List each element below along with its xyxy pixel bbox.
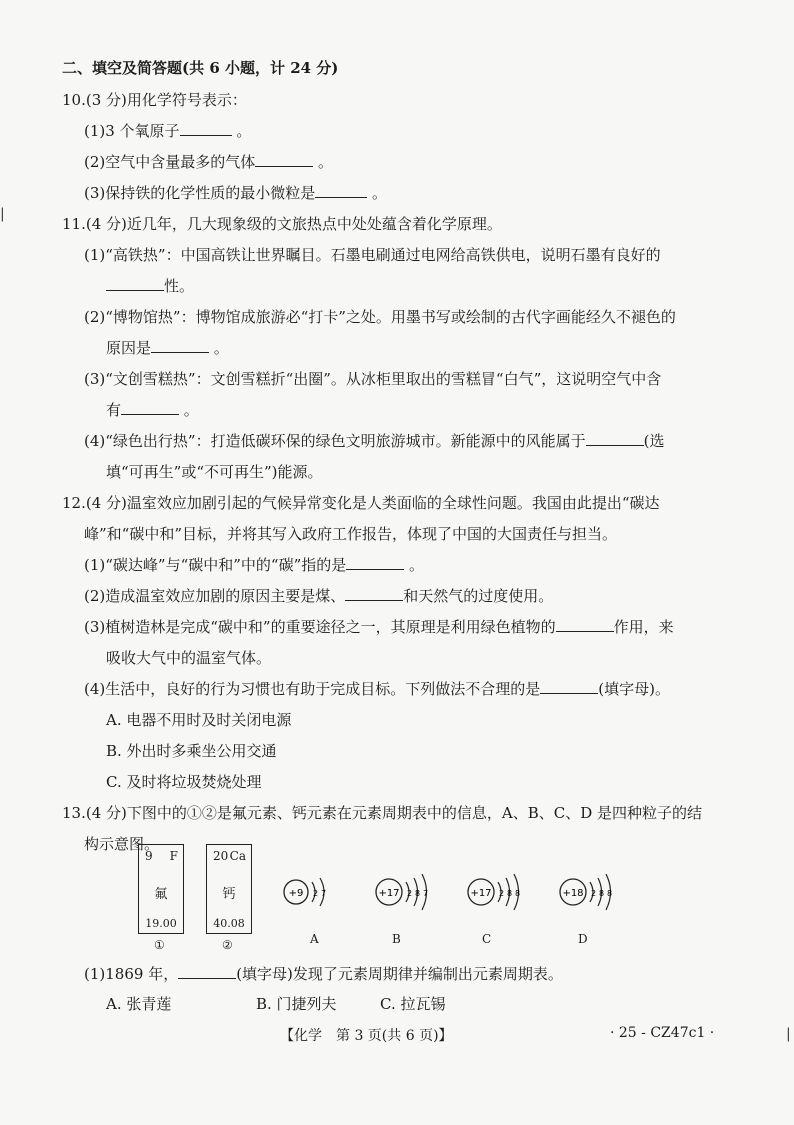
q12-item-1-end: 。 bbox=[404, 556, 425, 574]
particle-label-c: C bbox=[482, 932, 492, 946]
answer-blank[interactable] bbox=[346, 555, 404, 570]
shell-electrons: 2 bbox=[499, 889, 505, 898]
q12-item-2-text: (2)造成温室效应加剧的原因主要是煤、 bbox=[84, 587, 346, 605]
shell-electrons: 2 bbox=[591, 889, 597, 898]
element-name: 氟 bbox=[154, 887, 168, 902]
q11-item-4-end: (选 bbox=[643, 432, 665, 450]
q12-item-1 bbox=[84, 555, 424, 575]
element-label-1: ① bbox=[154, 938, 165, 952]
q10-item-3 bbox=[84, 183, 387, 203]
shell-electrons: 8 bbox=[507, 889, 513, 898]
q12-stem-2: 峰”和“碳中和”目标，并将其写入政府工作报告，体现了中国的大国责任与担当。 bbox=[84, 525, 618, 543]
element-symbol: Ca bbox=[229, 849, 246, 863]
atom-diagram-c bbox=[466, 870, 536, 914]
answer-blank[interactable] bbox=[586, 431, 644, 446]
q12-item-1-text: (1)“碳达峰”与“碳中和”中的“碳”指的是 bbox=[84, 556, 347, 574]
q11-item-4b: 填“可再生”或“不可再生”)能源。 bbox=[106, 463, 323, 481]
answer-blank[interactable] bbox=[178, 964, 236, 979]
q13-option-c[interactable]: C. 拉瓦锡 bbox=[380, 995, 446, 1013]
q10-item-1-text: (1)3 个氧原子 bbox=[84, 122, 180, 140]
shell-electrons: 8 bbox=[607, 889, 613, 898]
q11-item-3b bbox=[106, 400, 199, 420]
nucleus-charge: +18 bbox=[562, 888, 584, 899]
shell-electrons: 7 bbox=[423, 889, 429, 898]
q12-option-c[interactable]: C. 及时将垃圾焚烧处理 bbox=[106, 773, 262, 791]
answer-blank[interactable] bbox=[255, 152, 313, 167]
q11-item-3: (3)“文创雪糕热”：文创雪糕折“出圈”。从冰柜里取出的雪糕冒“白气”，这说明空气中含 bbox=[84, 370, 662, 388]
q11-item-3b-end: 。 bbox=[179, 401, 199, 419]
q12-item-4-end: (填字母)。 bbox=[598, 680, 670, 698]
atom-diagram-b bbox=[374, 870, 444, 914]
q10-item-2-text: (2)空气中含量最多的气体 bbox=[84, 153, 256, 171]
nucleus-charge: +17 bbox=[470, 888, 492, 899]
q12-stem-1: 12.(4 分)温室效应加剧引起的气候异常变化是人类面临的全球性问题。我国由此提出“碳达 bbox=[62, 494, 660, 512]
element-cell-calcium bbox=[206, 844, 252, 934]
atomic-number: 9 bbox=[145, 849, 153, 863]
element-symbol: F bbox=[169, 849, 178, 863]
q12-item-2-end: 和天然气的过度使用。 bbox=[403, 587, 554, 605]
element-name: 钙 bbox=[222, 887, 236, 902]
q11-item-1: (1)“高铁热”：中国高铁让世界瞩目。石墨电刷通过电网给高铁供电，说明石墨有良好的 bbox=[84, 246, 661, 264]
nucleus-charge: +9 bbox=[288, 888, 304, 899]
q10-stem: 10.(3 分)用化学符号表示： bbox=[62, 91, 247, 109]
q11-item-3b-text: 有 bbox=[106, 401, 122, 419]
atomic-mass: 19.00 bbox=[145, 917, 177, 930]
answer-blank[interactable] bbox=[345, 586, 403, 601]
q13-option-b[interactable]: B. 门捷列夫 bbox=[256, 995, 337, 1013]
answer-blank[interactable] bbox=[121, 400, 179, 415]
page-code: · 25 - CZ47c1 · bbox=[610, 1025, 715, 1041]
q12-option-a[interactable]: A. 电器不用时及时关闭电源 bbox=[106, 711, 292, 729]
shell-electrons: 8 bbox=[515, 889, 521, 898]
q12-item-3c: 吸收大气中的温室气体。 bbox=[106, 649, 272, 667]
q13-item-1 bbox=[84, 964, 563, 984]
atomic-mass: 40.08 bbox=[213, 917, 245, 930]
page-footer: 【化学 第 3 页(共 6 页)】 bbox=[280, 1028, 453, 1044]
atom-diagram-d bbox=[558, 870, 628, 914]
particle-label-a: A bbox=[310, 932, 319, 946]
margin-mark: | bbox=[786, 1026, 791, 1042]
q13-figure bbox=[130, 836, 620, 966]
margin-mark: | bbox=[0, 206, 5, 222]
q12-item-2 bbox=[84, 586, 553, 606]
answer-blank[interactable] bbox=[315, 183, 367, 198]
nucleus-charge: +17 bbox=[378, 888, 400, 899]
shell-electrons: 2 bbox=[407, 889, 413, 898]
q13-item-1-text: (1)1869 年， bbox=[84, 965, 179, 983]
q11-item-1b bbox=[106, 276, 194, 296]
atomic-number: 20 bbox=[213, 849, 229, 863]
q13-stem-1: 13.(4 分)下图中的①②是氟元素、钙元素在元素周期表中的信息，A、B、C、D 是四种粒子的结 bbox=[62, 804, 703, 822]
shell-electrons: 7 bbox=[321, 889, 327, 898]
answer-blank[interactable] bbox=[151, 338, 209, 353]
q11-item-2b bbox=[106, 338, 229, 358]
q11-item-2b-end: 。 bbox=[209, 339, 229, 357]
q11-item-4-text: (4)“绿色出行热”：打造低碳环保的绿色文明旅游城市。新能源中的风能属于 bbox=[84, 432, 586, 450]
shell-electrons: 2 bbox=[313, 889, 319, 898]
q11-item-2b-text: 原因是 bbox=[106, 339, 152, 357]
q10-item-1 bbox=[84, 121, 251, 141]
answer-blank[interactable] bbox=[556, 617, 614, 632]
q11-item-2: (2)“博物馆热”：博物馆成旅游必“打卡”之处。用墨书写或绘制的古代字画能经久不褪色的 bbox=[84, 308, 676, 326]
particle-label-d: D bbox=[578, 932, 588, 946]
element-cell-fluorine bbox=[138, 844, 184, 934]
q12-item-4 bbox=[84, 679, 670, 699]
q13-stem-2: 构示意图。 bbox=[84, 835, 160, 853]
shell-electrons: 8 bbox=[415, 889, 421, 898]
q13-option-a[interactable]: A. 张青莲 bbox=[106, 995, 172, 1013]
q12-item-3 bbox=[84, 617, 674, 637]
answer-blank[interactable] bbox=[180, 121, 232, 136]
shell-electrons: 8 bbox=[599, 889, 605, 898]
q10-item-3-end: 。 bbox=[367, 184, 388, 202]
q10-item-2-end: 。 bbox=[313, 153, 334, 171]
q12-item-3-end: 作用，来 bbox=[613, 618, 674, 636]
q12-option-b[interactable]: B. 外出时多乘坐公用交通 bbox=[106, 742, 277, 760]
element-label-2: ② bbox=[222, 938, 233, 952]
q10-item-1-end: 。 bbox=[231, 122, 252, 140]
atom-diagram-a bbox=[282, 870, 342, 914]
particle-label-b: B bbox=[392, 932, 401, 946]
q10-item-3-text: (3)保持铁的化学性质的最小微粒是 bbox=[84, 184, 316, 202]
q12-item-4-text: (4)生活中，良好的行为习惯也有助于完成目标。下列做法不合理的是 bbox=[84, 680, 541, 698]
q11-stem: 11.(4 分)近几年，几大现象级的文旅热点中处处蕴含着化学原理。 bbox=[62, 215, 502, 233]
q12-item-3-text: (3)植树造林是完成“碳中和”的重要途径之一，其原理是利用绿色植物的 bbox=[84, 618, 556, 636]
answer-blank[interactable] bbox=[540, 679, 598, 694]
q11-item-4 bbox=[84, 431, 664, 451]
q10-item-2 bbox=[84, 152, 333, 172]
answer-blank[interactable] bbox=[106, 276, 164, 291]
section-title: 二、填空及简答题(共 6 小题，计 24 分) bbox=[62, 59, 339, 77]
q11-item-1b-text: 性。 bbox=[164, 277, 195, 295]
q13-item-1-end: (填字母)发现了元素周期律并编制出元素周期表。 bbox=[236, 965, 563, 983]
